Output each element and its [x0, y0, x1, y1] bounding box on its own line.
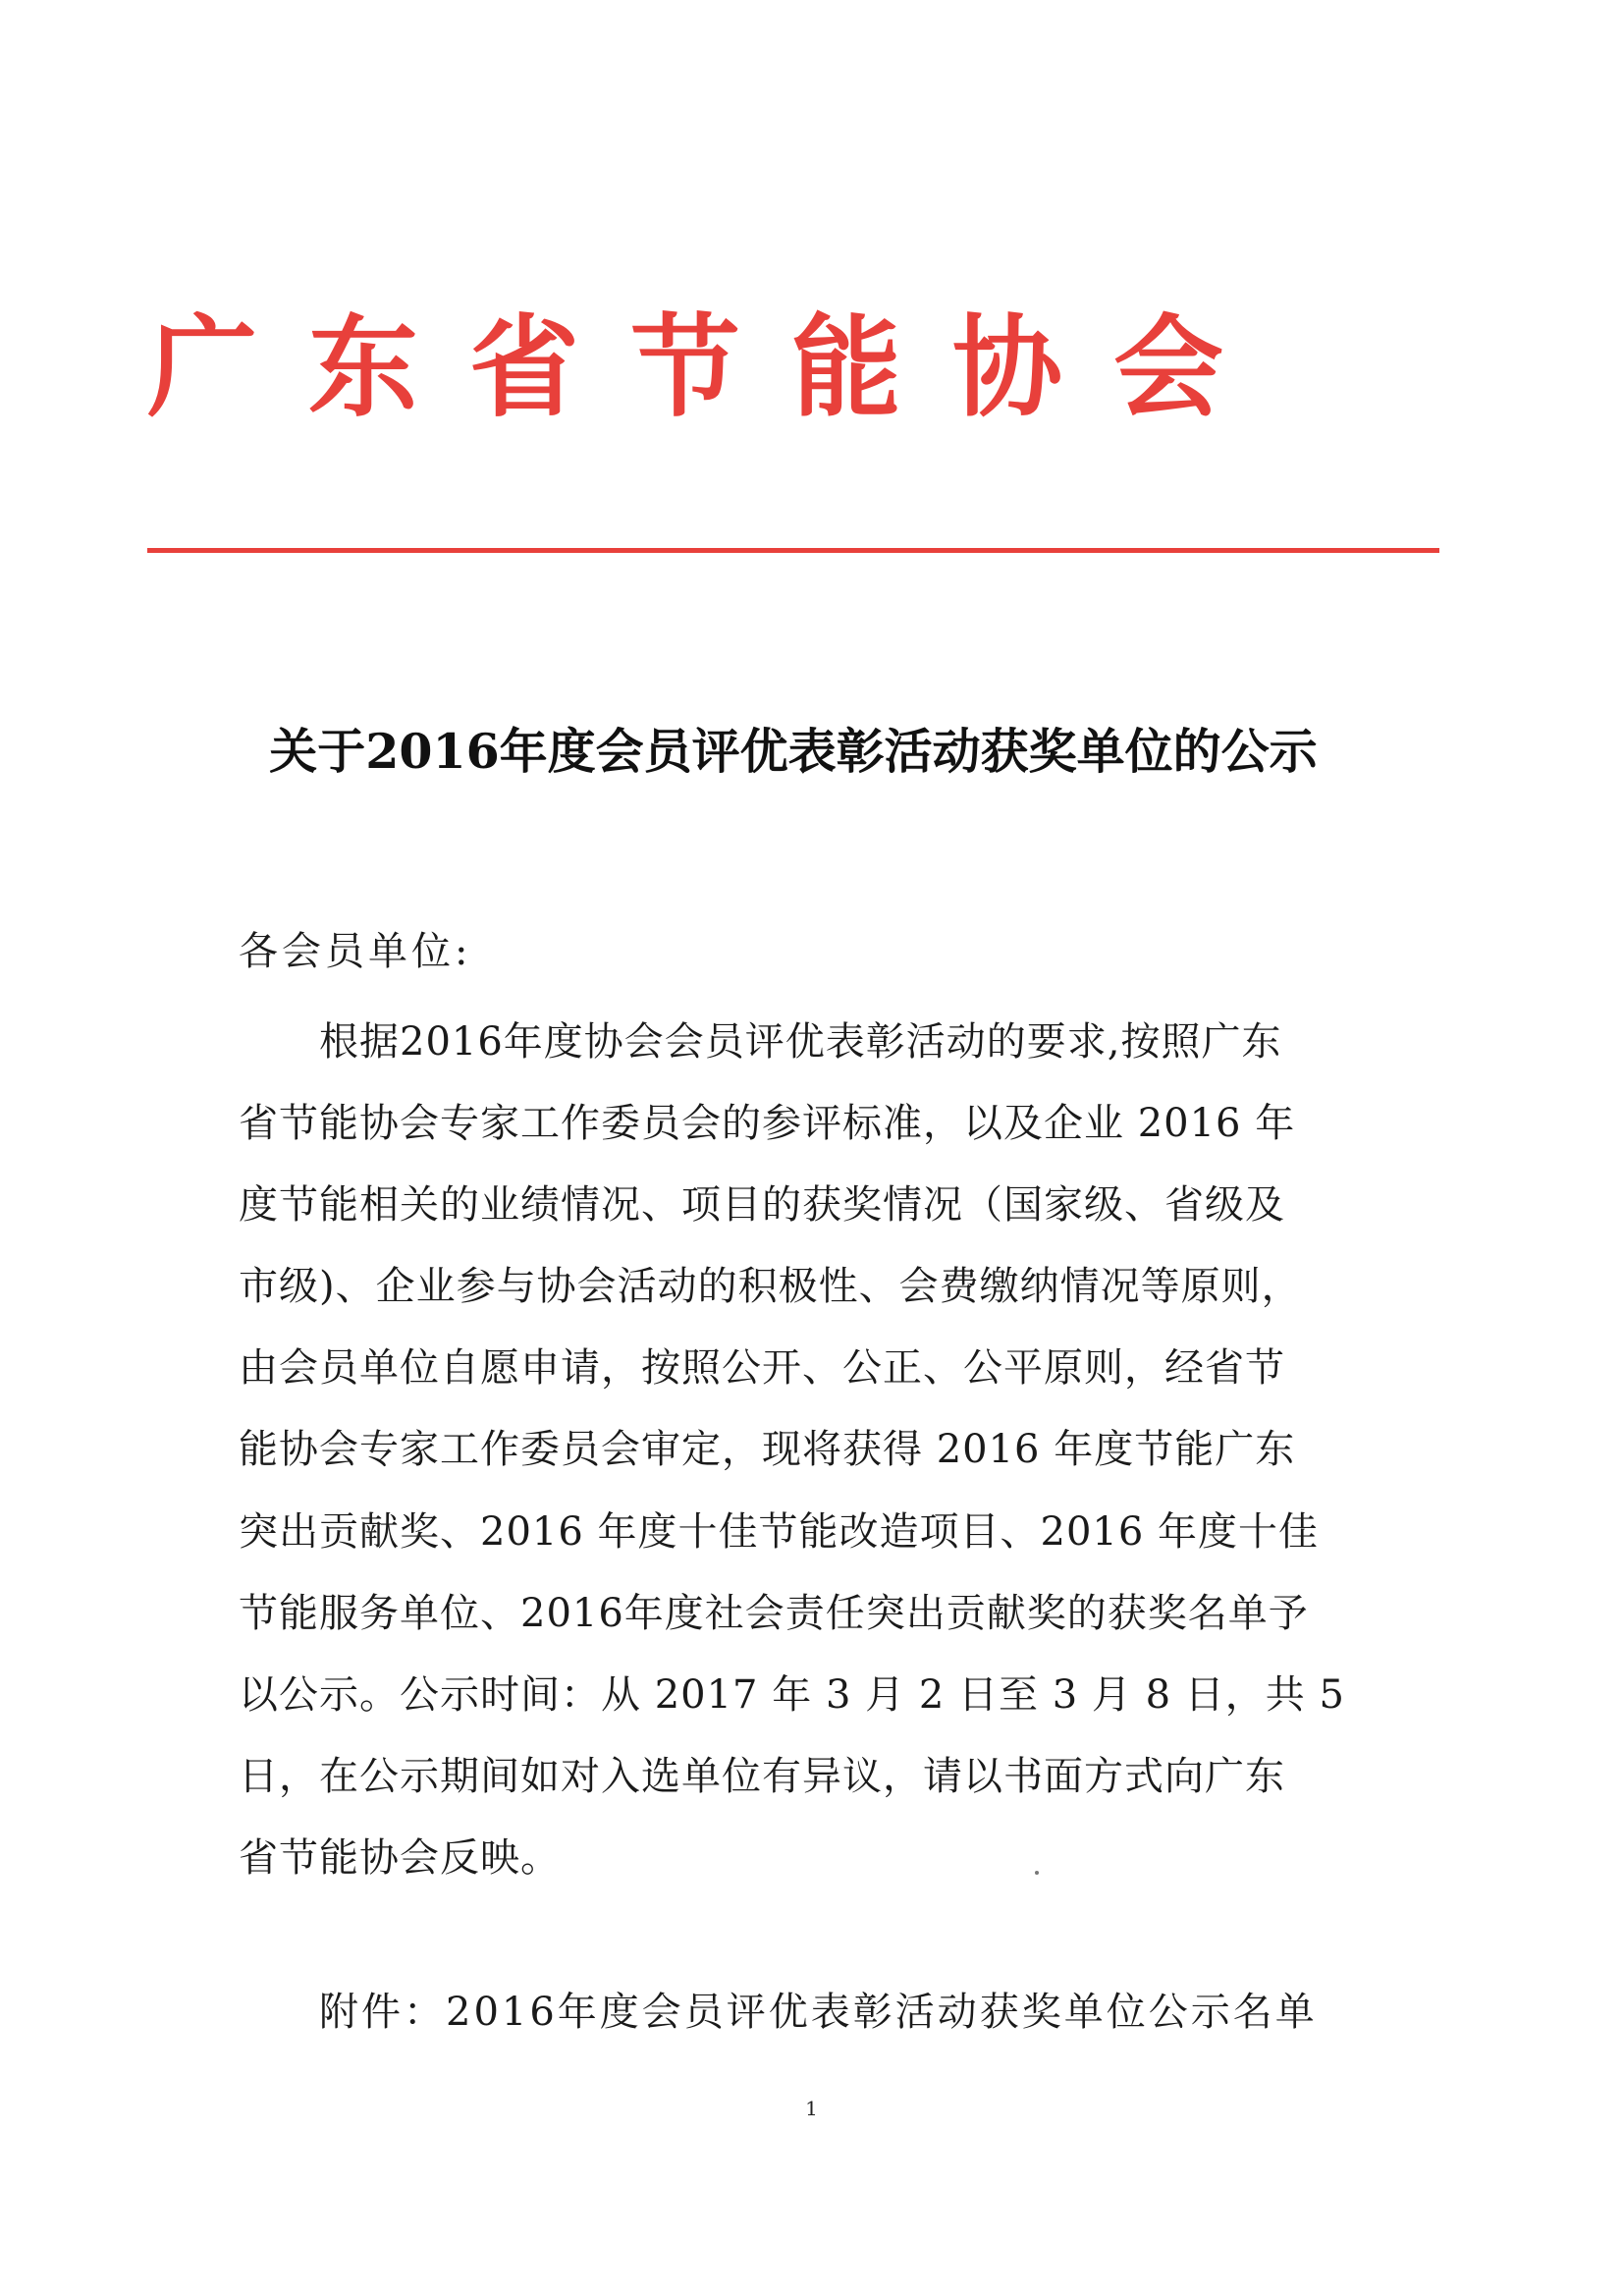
letterhead-char: 省 — [469, 304, 579, 432]
body-line: 突出贡献奖、2016 年度十佳节能改造项目、2016 年度十佳 — [239, 1508, 1320, 1555]
letterhead-char: 协 — [952, 304, 1062, 432]
organization-letterhead — [147, 280, 1325, 457]
document-title: 关于2016年度会员评优表彰活动获奖单位的公示 — [269, 723, 1318, 780]
letterhead-char: 广 — [147, 304, 257, 432]
letterhead-char: 能 — [791, 304, 901, 432]
body-line: 省节能协会反映。 — [239, 1834, 561, 1881]
body-paragraph — [239, 1002, 1373, 1899]
body-line: 以公示。公示时间：从 2017 年 3 月 2 日至 3 月 8 日，共 5 — [239, 1671, 1345, 1718]
body-line: 省节能协会专家工作委员会的参评标准，以及企业 2016 年 — [239, 1101, 1296, 1147]
page-number: 1 — [805, 2097, 818, 2120]
attachment-note: 附件：2016年度会员评优表彰活动获奖单位公示名单 — [319, 1990, 1318, 2035]
letterhead-char: 会 — [1113, 304, 1223, 432]
body-line: 由会员单位自愿申请，按照公开、公正、公平原则，经省节 — [239, 1345, 1285, 1392]
body-line: 度节能相关的业绩情况、项目的获奖情况（国家级、省级及 — [239, 1182, 1285, 1229]
salutation: 各会员单位: — [239, 929, 472, 974]
body-line: 能协会专家工作委员会审定，现将获得 2016 年度节能广东 — [239, 1427, 1296, 1473]
letterhead-divider — [147, 548, 1439, 553]
body-line: 市级)、企业参与协会活动的积极性、会费缴纳情况等原则， — [239, 1264, 1302, 1310]
body-line: 节能服务单位、2016年度社会责任突出贡献奖的获奖名单予 — [239, 1590, 1309, 1636]
letterhead-char: 东 — [308, 304, 418, 432]
body-line: 根据2016年度协会会员评优表彰活动的要求,按照广东 — [319, 1019, 1282, 1065]
letterhead-char: 节 — [630, 304, 740, 432]
body-line: 日，在公示期间如对入选单位有异议，请以书面方式向广东 — [239, 1753, 1285, 1799]
scan-speck — [1035, 1871, 1039, 1875]
